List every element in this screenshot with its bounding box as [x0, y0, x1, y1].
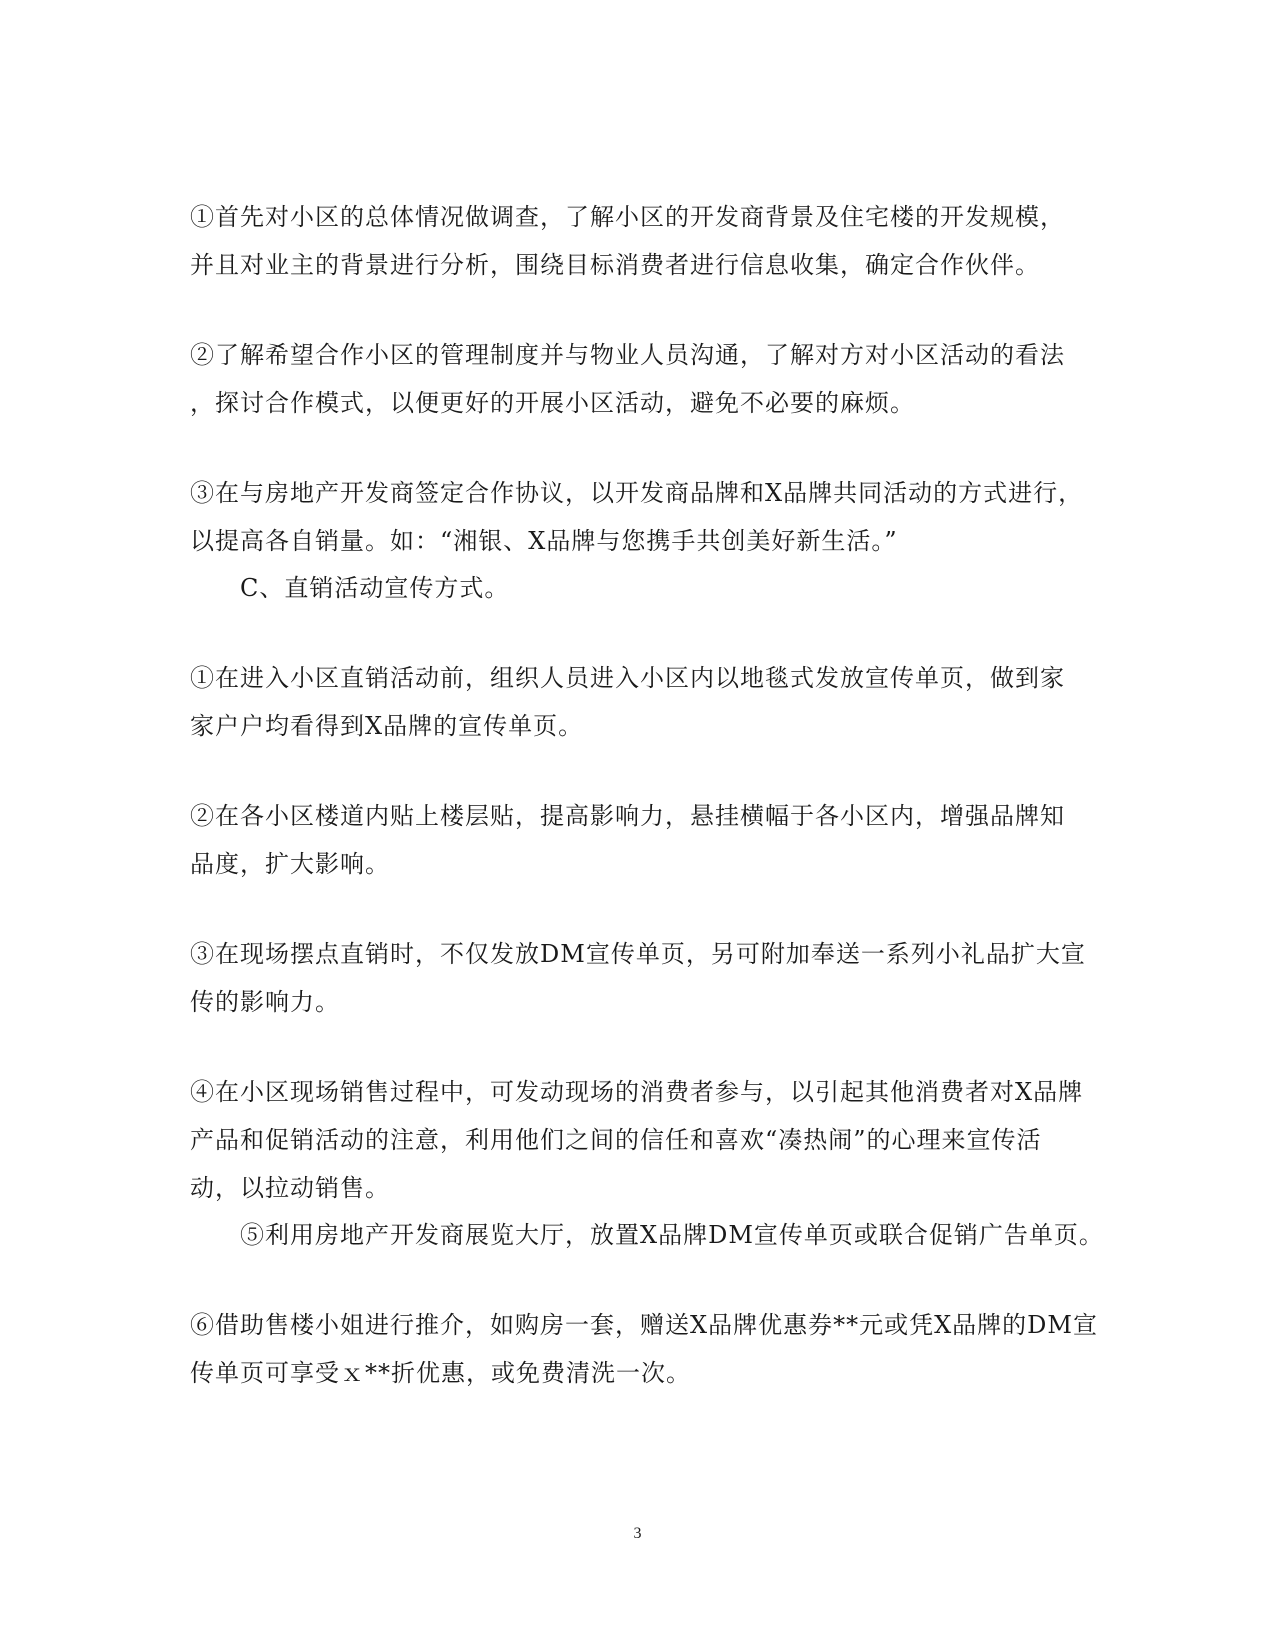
page-number: 3	[633, 1525, 642, 1542]
text-line: 产品和促销活动的注意，利用他们之间的信任和喜欢“凑热闹”的心理来宣传活	[190, 1126, 1042, 1154]
text-line: 家户户均看得到X品牌的宣传单页。	[190, 712, 584, 740]
text-line: 动，以拉动销售。	[190, 1174, 390, 1202]
text-line: ，探讨合作模式，以便更好的开展小区活动，避免不必要的麻烦。	[190, 389, 915, 417]
text-line: 传的影响力。	[190, 988, 340, 1016]
text-line: ⑥借助售楼小姐进行推介，如购房一套，赠送X品牌优惠券**元或凭X品牌的DM宣	[190, 1311, 1098, 1339]
section-heading: C、直销活动宣传方式。	[240, 574, 510, 602]
text-line: 传单页可享受ｘ**折优惠，或免费清洗一次。	[190, 1359, 691, 1387]
text-line: ①首先对小区的总体情况做调查，了解小区的开发商背景及住宅楼的开发规模，	[190, 203, 1065, 231]
text-line: ④在小区现场销售过程中，可发动现场的消费者参与，以引起其他消费者对X品牌	[190, 1078, 1084, 1106]
text-line: 并且对业主的背景进行分析，围绕目标消费者进行信息收集，确定合作伙伴。	[190, 251, 1040, 279]
text-line: ②在各小区楼道内贴上楼层贴，提高影响力，悬挂横幅于各小区内，增强品牌知	[190, 802, 1065, 830]
text-line: ①在进入小区直销活动前，组织人员进入小区内以地毯式发放宣传单页，做到家	[190, 664, 1065, 692]
text-line: ③在现场摆点直销时，不仅发放DM宣传单页，另可附加奉送一系列小礼品扩大宣	[190, 940, 1086, 968]
text-line: ⑤利用房地产开发商展览大厅，放置X品牌DM宣传单页或联合促销广告单页。	[240, 1221, 1104, 1249]
text-line: 品度，扩大影响。	[190, 850, 390, 878]
text-line: 以提高各自销量。如：“湘银、X品牌与您携手共创美好新生活。”	[190, 527, 898, 555]
text-line: ③在与房地产开发商签定合作协议，以开发商品牌和X品牌共同活动的方式进行，	[190, 479, 1084, 507]
text-line: ②了解希望合作小区的管理制度并与物业人员沟通，了解对方对小区活动的看法	[190, 341, 1065, 369]
